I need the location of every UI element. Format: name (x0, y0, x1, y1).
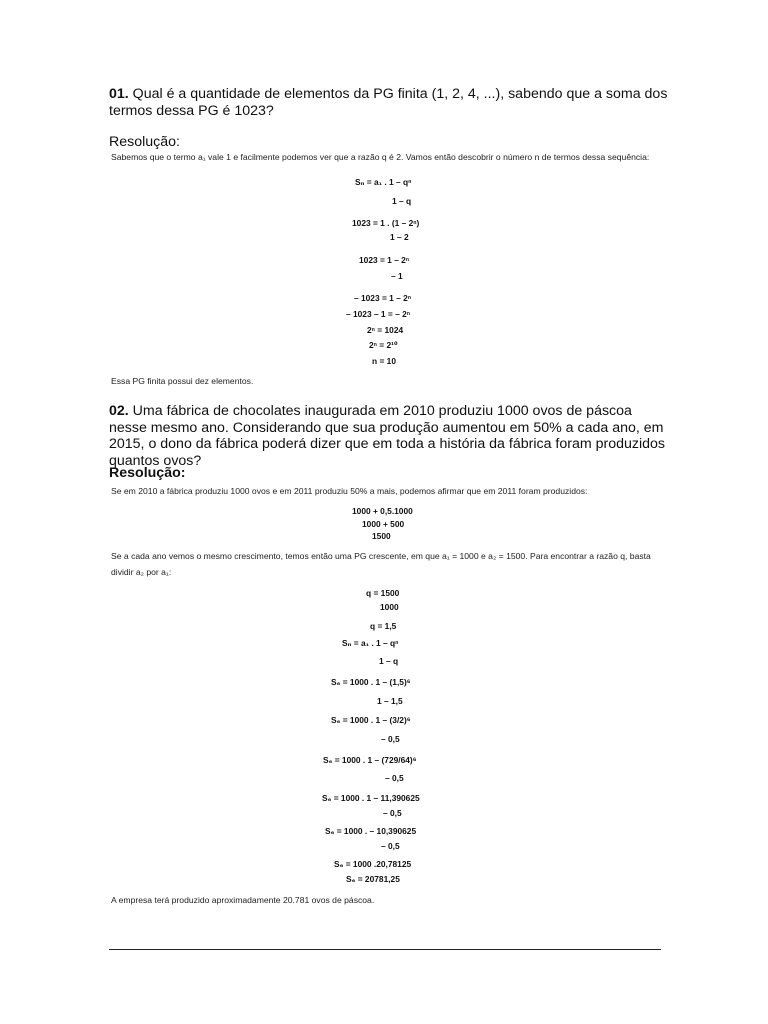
q1-conclusion: Essa PG finita possui dez elementos. (111, 376, 254, 386)
q2-step-2: 1000 (380, 602, 399, 612)
q2-paragraph-line-2: dividir a₂ por a₁: (111, 567, 172, 577)
resolution-2-intro: Se em 2010 a fábrica produziu 1000 ovos e em 2011 produziu 50% a mais, podemos afirmar que em 2011 foram produzidos: (111, 486, 588, 496)
q2-step-4: Sₙ = a₁ . 1 – qⁿ (342, 638, 399, 648)
q2-step-14: S₆ = 1000 . – 10,390625 (325, 826, 417, 836)
q2-paragraph-line-1: Se a cada ano vemos o mesmo crescimento, temos então uma PG crescente, em que a₁ = 1000 e a₂ = 1500. Para encontrar a razão q, basta (111, 551, 651, 561)
q2-step-5: 1 – q (379, 656, 399, 666)
q2-calc-2: 1000 + 500 (362, 519, 405, 529)
q2-step-15: – 0,5 (381, 841, 400, 851)
q2-conclusion: A empresa terá produzido aproximadamente 20.781 ovos de páscoa. (111, 895, 375, 905)
q1-step-8: – 1023 – 1 = – 2ⁿ (346, 309, 411, 319)
q1-step-9: 2ⁿ = 1024 (367, 325, 404, 335)
q1-step-10: 2ⁿ = 2¹⁰ (369, 340, 398, 350)
q1-step-1: Sₙ = a₁ . 1 – qⁿ (355, 177, 412, 187)
resolution-2-heading: Resolução: (109, 465, 186, 481)
q1-step-5: 1023 = 1 – 2ⁿ (359, 255, 410, 265)
q2-step-12: S₆ = 1000 . 1 – 11,390625 (322, 793, 420, 803)
q2-step-6: S₆ = 1000 . 1 – (1,5)⁶ (331, 677, 411, 687)
q2-step-7: 1 – 1,5 (377, 696, 403, 706)
question-1 (109, 86, 669, 119)
question-1-text: Qual é a quantidade de elementos da PG finita (1, 2, 4, ...), sabendo que a soma dos termos dessa PG é 1023? (109, 86, 668, 119)
q2-step-9: – 0,5 (381, 734, 400, 744)
q2-step-10: S₆ = 1000 . 1 – (729/64)⁶ (323, 755, 417, 765)
q1-step-11: n = 10 (372, 356, 396, 366)
resolution-1-heading: Resolução: (109, 134, 180, 150)
q2-step-17: S₆ = 20781,25 (346, 874, 400, 884)
question-2-text: Uma fábrica de chocolates inaugurada em 2010 produziu 1000 ovos de páscoa nesse mesmo ano. Considerando que sua produção aumentou em 50% a cada ano, em 2015, o dono da fábrica poderá dizer que em toda a história da fábrica foram produzidos quantos ovos? (109, 403, 666, 469)
q2-step-8: S₆ = 1000 . 1 – (3/2)⁶ (331, 715, 411, 725)
q2-step-3: q = 1,5 (370, 621, 397, 631)
question-2-number: 02. (109, 403, 129, 419)
q1-step-6: – 1 (391, 271, 403, 281)
question-1-number: 01. (109, 86, 129, 102)
q1-step-2: 1 – q (392, 196, 412, 206)
q2-step-1: q = 1500 (366, 588, 400, 598)
q2-step-13: – 0,5 (383, 808, 402, 818)
resolution-1-intro: Sabemos que o termo a₁ vale 1 e facilmente podemos ver que a razão q é 2. Vamos então descobrir o número n de termos dessa sequência: (111, 152, 650, 162)
q2-step-11: – 0,5 (385, 773, 404, 783)
footer-divider (109, 949, 661, 950)
q1-step-3: 1023 = 1 . (1 – 2ⁿ) (352, 218, 420, 228)
question-2 (109, 403, 669, 469)
q2-calc-1: 1000 + 0,5.1000 (352, 506, 413, 516)
q2-step-16: S₆ = 1000 .20,78125 (334, 859, 412, 869)
q1-step-7: – 1023 = 1 – 2ⁿ (354, 293, 412, 303)
q1-step-4: 1 – 2 (390, 232, 409, 242)
q2-calc-3: 1500 (372, 531, 391, 541)
